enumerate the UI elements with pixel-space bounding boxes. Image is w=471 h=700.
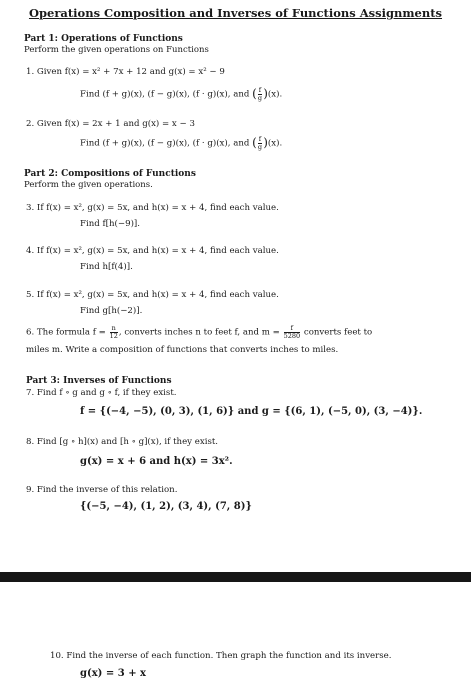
q2-quotient: ( $\frac{f}{g}$ ) (252, 135, 268, 151)
part1-heading: Part 1: Operations of Functions (24, 34, 183, 44)
page-title: Operations Composition and Inverses of Functions Assignments (28, 6, 443, 20)
q6-line2: miles m. Write a composition of functions that converts inches to miles. (26, 345, 339, 355)
q3-given: 3. If f(x) = x², g(x) = 5x, and h(x) = x + 4, find each value. (26, 203, 279, 213)
q3-find: Find f[h(−9)]. (80, 219, 141, 229)
part2-subheading: Perform the given operations. (24, 180, 153, 190)
q6-frac-feet-miles (284, 325, 301, 339)
q7-line2: f = {(−4, −5), (0, 3), (1, 6)} and g = {(6, 1), (−5, 0), (3, −4)}. (80, 406, 423, 417)
q6-text-a: 6. The formula f = (26, 327, 106, 338)
q1-given: 1. Given f(x) = x² + 7x + 12 and g(x) = x² − 9 (26, 67, 225, 77)
q6-line1 (26, 325, 372, 339)
q5-find: Find g[h(−2)]. (80, 306, 143, 316)
q9-line2: {(−5, −4), (1, 2), (3, 4), (7, 8)} (80, 501, 252, 512)
q8-line1: 8. Find [g ∘ h](x) and [h ∘ g](x), if they exist. (26, 437, 219, 447)
q2-find-text: Find (f + g)(x), (f − g)(x), (f · g)(x), and (80, 138, 250, 149)
q6-text-b: , converts inches n to feet f, and m = (118, 327, 280, 338)
q4-given: 4. If f(x) = x², g(x) = 5x, and h(x) = x + 4, find each value. (26, 246, 279, 256)
q6-frac2-den: 5280 (283, 331, 301, 340)
q2-find (80, 136, 282, 150)
part2-heading: Part 2: Compositions of Functions (24, 169, 196, 179)
q4-find: Find h[f(4)]. (80, 262, 133, 272)
q1-quotient: ( $\frac{f}{g}$ ) (252, 86, 268, 102)
q2-quotient-den: g (257, 142, 263, 151)
q1-quotient-tail: (x). (267, 89, 283, 100)
q6-frac2-num: f (284, 325, 301, 333)
q6-frac-inches-feet (110, 325, 118, 339)
q10-line2: g(x) = 3 + x (80, 668, 147, 679)
q9-line1: 9. Find the inverse of this relation. (26, 485, 178, 495)
q1-quotient-den: g (257, 93, 263, 102)
q6-frac1-den: 12 (109, 331, 118, 340)
q2-quotient-tail: (x). (267, 138, 283, 149)
part1-subheading: Perform the given operations on Functions (24, 45, 209, 55)
q1-find (80, 87, 282, 101)
q1-find-text: Find (f + g)(x), (f − g)(x), (f · g)(x), and (80, 89, 250, 100)
q2-given: 2. Given f(x) = 2x + 1 and g(x) = x − 3 (26, 119, 195, 129)
q5-given: 5. If f(x) = x², g(x) = 5x, and h(x) = x + 4, find each value. (26, 290, 279, 300)
q6-frac1-num: n (110, 325, 118, 333)
q7-line1: 7. Find f ∘ g and g ∘ f, if they exist. (26, 388, 177, 398)
page-break-bar (0, 572, 471, 582)
q6-text-c: converts feet to (303, 327, 373, 338)
part3-heading: Part 3: Inverses of Functions (26, 376, 172, 386)
q1-quotient-num: f (258, 86, 262, 94)
q10-line1: 10. Find the inverse of each function. Then graph the function and its inverse. (50, 651, 392, 661)
q2-quotient-num: f (258, 135, 262, 143)
q8-line2: g(x) = x + 6 and h(x) = 3x². (80, 456, 233, 467)
